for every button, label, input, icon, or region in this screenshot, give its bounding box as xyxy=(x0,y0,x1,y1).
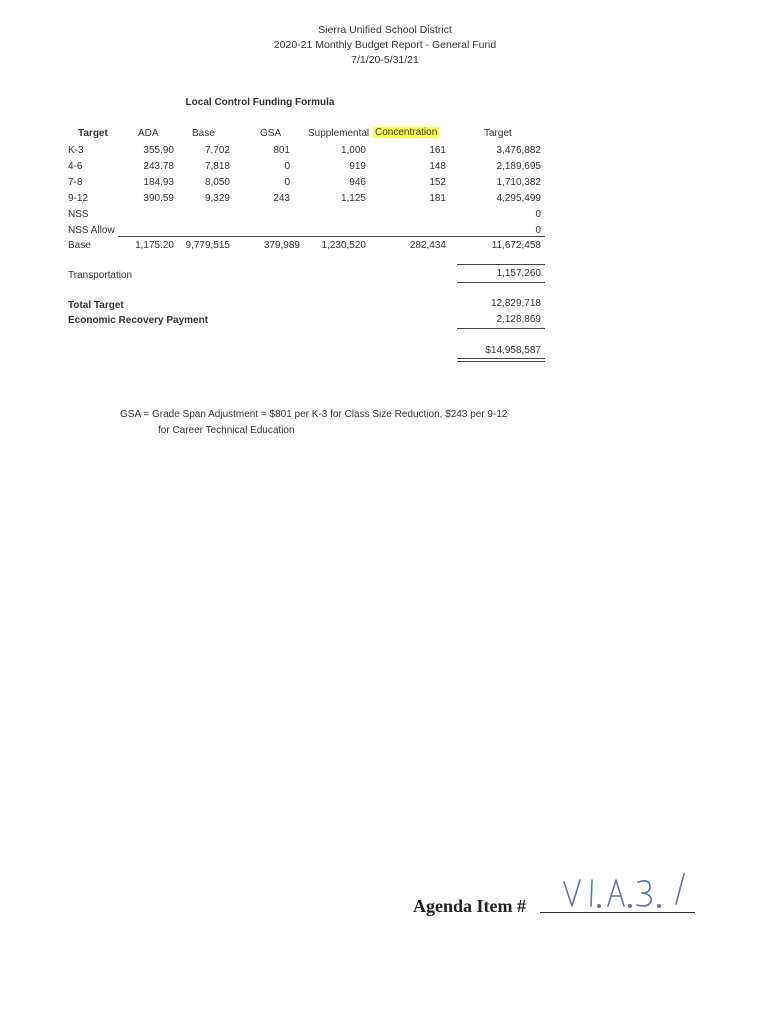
row-supplemental: 1,000 xyxy=(340,145,366,156)
grand-total-rule-1 xyxy=(457,358,545,359)
row-concentration: 161 xyxy=(429,145,446,156)
row-supplemental: 919 xyxy=(349,161,366,172)
row-label: K-3 xyxy=(68,145,84,156)
row-concentration: 181 xyxy=(429,193,446,204)
row-base: 7,702 xyxy=(204,145,230,156)
col-header-ada: ADA xyxy=(138,128,159,139)
transportation-rule-bottom xyxy=(457,282,545,283)
row-gsa: 0 xyxy=(284,161,290,172)
col-header-gsa: GSA xyxy=(260,128,282,139)
row-label: NSS xyxy=(68,209,89,220)
col-header-target-total: Target xyxy=(484,128,512,139)
base-row-ada: 1,175.20 xyxy=(135,240,174,251)
agenda-item-handwritten-number xyxy=(558,868,698,918)
gsa-note-line1: GSA = Grade Span Adjustment = $801 per K-3 for Class Size Reduction, $243 per 9-12 xyxy=(120,409,508,420)
gsa-note-line2: for Career Technical Education xyxy=(158,425,295,436)
row-ada: 243.78 xyxy=(143,161,174,172)
row-target: 2,189,695 xyxy=(496,161,541,172)
row-label: 9-12 xyxy=(68,193,89,204)
row-supplemental: 946 xyxy=(349,177,366,188)
base-row-label: Base xyxy=(68,240,91,251)
row-label: 7-8 xyxy=(68,177,83,188)
transportation-rule-top xyxy=(457,264,545,265)
grand-total-rule-2 xyxy=(457,361,545,362)
economic-recovery-label: Economic Recovery Payment xyxy=(68,315,209,326)
row-concentration: 148 xyxy=(429,161,446,172)
row-ada: 184.93 xyxy=(143,177,174,188)
table-rule xyxy=(118,236,545,237)
row-gsa: 243 xyxy=(273,193,290,204)
col-header-base: Base xyxy=(192,128,215,139)
row-ada: 390.59 xyxy=(143,193,174,204)
report-title: 2020-21 Monthly Budget Report - General Fund xyxy=(273,39,497,51)
row-base: 8,050 xyxy=(204,177,230,188)
row-label: 4-6 xyxy=(68,161,83,172)
total-target-value: 12,829,718 xyxy=(490,298,541,309)
transportation-label: Transportation xyxy=(68,270,133,281)
row-target: 3,476,882 xyxy=(496,145,541,156)
row-gsa: 801 xyxy=(273,145,290,156)
row-base: 7,818 xyxy=(204,161,230,172)
section-title: Local Control Funding Formula xyxy=(185,97,335,108)
row-supplemental: 1,125 xyxy=(340,193,366,204)
economic-recovery-value: 2,128,869 xyxy=(496,314,541,325)
report-period: 7/1/20-5/31/21 xyxy=(351,54,419,66)
agenda-item-rule xyxy=(540,912,695,913)
row-target: 0 xyxy=(535,225,541,236)
row-target: 0 xyxy=(535,209,541,220)
row-target: 4,295,499 xyxy=(496,193,541,204)
base-row-concentration: 282,434 xyxy=(409,240,446,251)
subtotal-rule xyxy=(457,328,545,329)
row-ada: 355.90 xyxy=(143,145,174,156)
agenda-item-label: Agenda Item # xyxy=(413,896,526,916)
col-header-supplemental: Supplemental xyxy=(308,128,370,139)
total-target-label: Total Target xyxy=(68,300,124,311)
base-row-supplemental: 1,230,520 xyxy=(321,240,366,251)
col-header-concentration: Concentration xyxy=(375,127,438,138)
row-target: 1,710,382 xyxy=(496,177,541,188)
base-row-gsa: 379,989 xyxy=(263,240,300,251)
base-row-base: 9,779,515 xyxy=(185,240,230,251)
transportation-value: 1,157,260 xyxy=(496,268,541,279)
row-base: 9,329 xyxy=(204,193,230,204)
row-label: NSS Allow xyxy=(68,225,115,236)
col-header-target: Target xyxy=(78,128,108,139)
base-row-target: 11,672,458 xyxy=(491,240,541,251)
grand-total-value: $14,958,587 xyxy=(485,345,541,356)
row-gsa: 0 xyxy=(284,177,290,188)
row-concentration: 152 xyxy=(429,177,446,188)
district-name: Sierra Unified School District xyxy=(318,24,452,36)
